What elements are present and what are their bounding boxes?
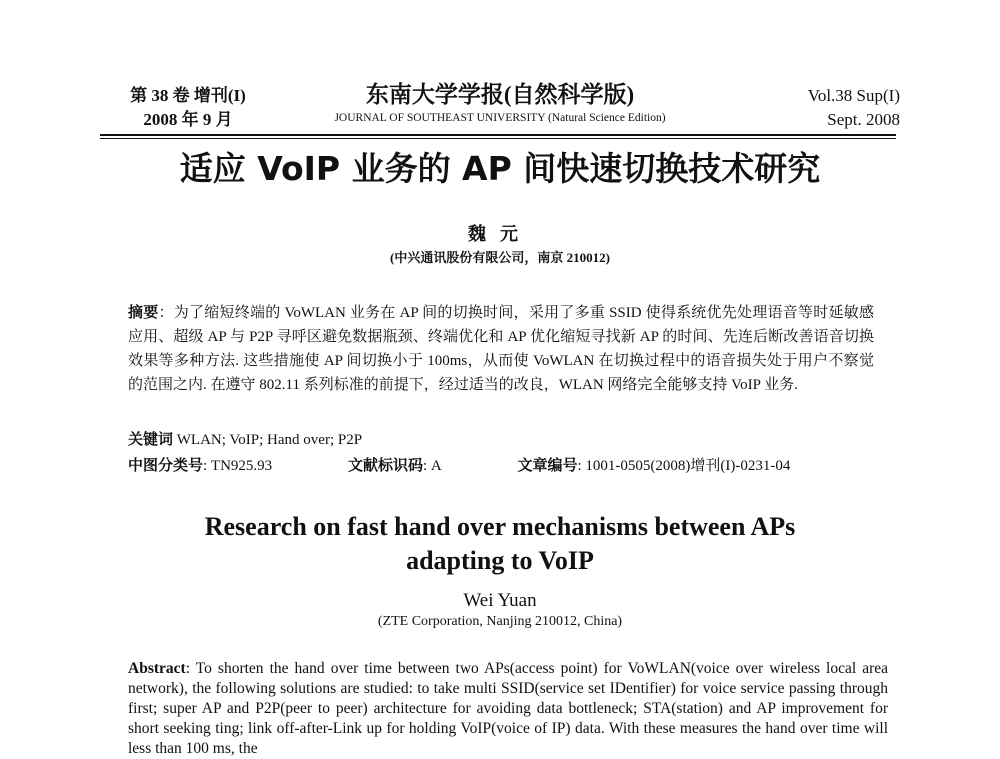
paper-title-en xyxy=(100,510,900,578)
abstract-cn xyxy=(128,301,874,397)
clc-field xyxy=(128,458,308,474)
abstract-cn-text: ：为了缩短终端的 VoWLAN 业务在 AP 间的切换时间，采用了多重 SSID 使得系统优先处理语音等时延敏感应用、超级 AP 与 P2P 寻呼区避免数据瓶颈、终端优化和 AP 优化缩短寻找新 AP 的时间、先连后断改善语音切换效果等多种方法. 这些措施使 AP 间切换小于 100ms，从而使 VoWLAN 在切换过程中的语音损失处于用户不察觉的范围之内. 在遵守 802.11 系列标准的前提下，经过适当的改良，WLAN 网络完全能够支持 VoIP 业务. xyxy=(128,305,874,393)
keywords-label: 关键词 xyxy=(128,432,174,448)
article-no-value: : 1001-0505(2008)增刊(I)-0231-04 xyxy=(577,458,791,474)
header-journal xyxy=(280,80,720,126)
article-no-label: 文章编号 xyxy=(517,458,578,474)
keywords-cn xyxy=(128,429,888,451)
keywords-value: WLAN; VoIP; Hand over; P2P xyxy=(173,432,363,448)
header-right xyxy=(770,84,900,132)
header-left xyxy=(108,84,268,132)
doc-code-value: : A xyxy=(422,458,442,474)
journal-name-cn: 东南大学学报(自然科学版) xyxy=(365,82,635,107)
abstract-en xyxy=(128,659,888,759)
header-volume-en: Vol.38 Sup(I) xyxy=(807,86,900,105)
abstract-en-label: Abstract xyxy=(128,660,186,677)
doc-code-field xyxy=(348,458,478,474)
journal-name-en: JOURNAL OF SOUTHEAST UNIVERSITY (Natural Science Edition) xyxy=(334,112,666,124)
paper-title-cn: 适应 VoIP 业务的 AP 间快速切换技术研究 xyxy=(179,149,821,188)
header-volume-cn: 第 38 卷 增刊(I) xyxy=(130,86,246,105)
header-date-cn: 2008 年 9 月 xyxy=(143,110,233,129)
header-date-en: Sept. 2008 xyxy=(827,110,900,129)
affiliation-cn: (中兴通讯股份有限公司，南京 210012) xyxy=(390,250,610,265)
header-rule-thick xyxy=(100,134,896,136)
author-cn: 魏元 xyxy=(468,224,532,244)
article-no-field xyxy=(517,458,826,474)
abstract-en-text: : To shorten the hand over time between two APs(access point) for VoWLAN(voice over wireless local area network), the following solutions are studied: to take multi SSID(service set IDentifier) for voice service passing through first; super AP and P2P(peer to peer) architecture for avoiding data bottleneck; STA(station) and AP improvement for short seeking ting; link off-after-Link up for holding VoIP(voice of IP) data. With these measures the hand over time will less than 100 ms, the xyxy=(128,660,888,757)
clc-label: 中图分类号 xyxy=(128,458,204,474)
paper-title-en-line2: adapting to VoIP xyxy=(406,546,594,575)
header-rule-thin xyxy=(100,138,896,139)
paper-title-en-line1: Research on fast hand over mechanisms between APs xyxy=(204,512,796,541)
doc-code-label: 文献标识码 xyxy=(347,458,423,474)
classification-line xyxy=(128,455,888,477)
author-en: Wei Yuan xyxy=(463,590,537,611)
abstract-cn-label: 摘要 xyxy=(128,305,159,321)
affiliation-en: (ZTE Corporation, Nanjing 210012, China) xyxy=(377,614,623,629)
clc-value: : TN925.93 xyxy=(203,458,273,474)
